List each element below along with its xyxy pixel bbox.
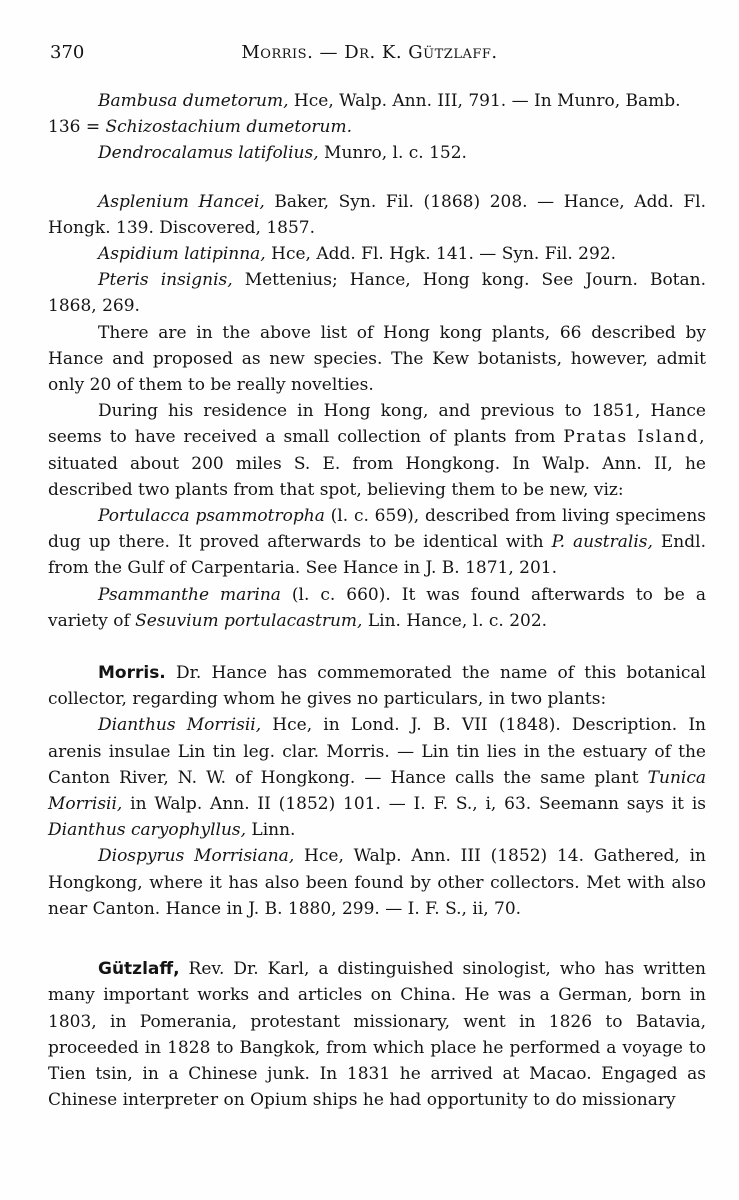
- citation: Munro, l. c. 152.: [318, 143, 467, 164]
- page-body: [48, 88, 706, 1113]
- paragraph-text: Hce, in Lond. J. B. VII (1848). Description. In arenis insulae Lin tin leg. clar. Morris. — Lin tin lies in the estuary of the Canton River, N. W. of Hongkong. — Hance calls the same plant: [48, 715, 706, 788]
- paragraph-text: in Walp. Ann. II (1852) 101. — I. F. S., i, 63. Seemann says it is: [122, 794, 706, 815]
- paragraph-text: (l. c. 659), described from living specimens dug up there. It proved afterwards to be identical with: [48, 506, 706, 553]
- species-name: P. australis,: [551, 532, 653, 553]
- spacer: [48, 922, 706, 956]
- species-name: Dendrocalamus latifolius,: [98, 143, 319, 164]
- species-name: Pteris insignis,: [98, 270, 233, 291]
- species-name: Bambusa dumetorum,: [98, 91, 289, 111]
- paragraph-text: Linn.: [246, 820, 296, 841]
- entry-portulacca: [48, 503, 706, 582]
- paragraph-list-summary: There are in the above list of Hong kong plants, 66 described by Hance and proposed as new species. The Kew botanists, however, admit only 20 of them to be really novelties.: [48, 322, 706, 396]
- entry-pteris: [48, 267, 706, 319]
- paragraph-text: Rev. Dr. Karl, a distinguished sinologist, who has written many important works and articles on China. He was a German, born in 1803, in Pomerania, protestant missionary, went in 1826 to Batavia, proceeded in 1828 to Bangkok, from which place he performed a voyage to Tien tsin, in a Chinese junk. In 1831 he arrived at Macao. Engaged as Chinese interpreter on Opium ships he had opportunity to do missionary: [48, 959, 706, 1111]
- citation: Mettenius; Hance, Hong kong. See Journ. Botan. 1868, 269.: [48, 270, 706, 317]
- headword: Morris.: [98, 663, 166, 684]
- spacer: [48, 634, 706, 660]
- synonym-name: Schizostachium dumetorum.: [105, 117, 352, 138]
- species-name: Sesuvium portulacastrum,: [135, 610, 363, 631]
- entry-morris: [48, 660, 706, 712]
- paragraph-text: Dr. Hance has commemorated the name of this botanical collector, regarding whom he gives no particulars, in two plants:: [48, 663, 706, 710]
- species-name: Portulacca psammotropha: [98, 506, 325, 527]
- paragraph-text: Lin. Hance, l. c. 202.: [362, 610, 548, 631]
- species-name: Asplenium Hancei,: [98, 191, 265, 212]
- species-name: Dianthus caryophyllus,: [48, 820, 247, 841]
- paragraph-text: Hce, Walp. Ann. III (1852) 14. Gathered, in Hongkong, where it has also been found by other collectors. Met with also near Canton. Hance in J. B. 1880, 299. — I. F. S., ii, 70.: [48, 846, 706, 919]
- running-title: Morris. — Dr. K. Gützlaff.: [241, 42, 498, 63]
- paragraph-text: Endl. from the Gulf of Carpentaria. See Hance in J. B. 1871, 201.: [48, 532, 706, 579]
- citation: Hce, Add. Fl. Hgk. 141. — Syn. Fil. 292.: [265, 244, 617, 265]
- species-name: Tunica Morrisii,: [48, 767, 706, 815]
- page-number: 370: [50, 42, 85, 63]
- citation: 136 =: [48, 117, 106, 138]
- species-name: Dianthus Morrisii,: [98, 715, 262, 736]
- species-name: Diospyrus Morrisiana,: [98, 846, 295, 867]
- citation: Hce, Walp. Ann. III, 791. — In Munro, Bamb.: [288, 91, 681, 111]
- paragraph-pratas: [48, 398, 706, 503]
- page-header: [0, 42, 739, 66]
- citation: Baker, Syn. Fil. (1868) 208. — Hance, Add. Fl. Hongk. 139. Discovered, 1857.: [48, 191, 706, 238]
- paragraph-text: situated about 200 miles S. E. from Hongkong. In Walp. Ann. II, he described two plants from that spot, believing them to be new, viz:: [48, 453, 706, 500]
- entry-asplenium: [48, 189, 706, 241]
- species-name: Aspidium latipinna,: [98, 244, 266, 265]
- entry-gutzlaff: [48, 956, 706, 1113]
- species-name: Psammanthe marina: [98, 584, 281, 605]
- entry-psammanthe: [48, 582, 706, 634]
- entry-diospyrus: [48, 843, 706, 922]
- headword: Gützlaff,: [98, 959, 180, 980]
- place-name: Pratas Island,: [563, 427, 706, 448]
- entry-bambusa: [48, 88, 706, 140]
- spacer: [48, 167, 706, 189]
- entry-aspidium: [48, 241, 706, 267]
- paragraph-text: (l. c. 660). It was found afterwards to be a variety of: [48, 584, 706, 631]
- entry-dianthus: [48, 712, 706, 843]
- entry-dendrocalamus: [48, 140, 706, 166]
- paragraph-text: During his residence in Hong kong, and previous to 1851, Hance seems to have received a small collection of plants from: [48, 401, 706, 448]
